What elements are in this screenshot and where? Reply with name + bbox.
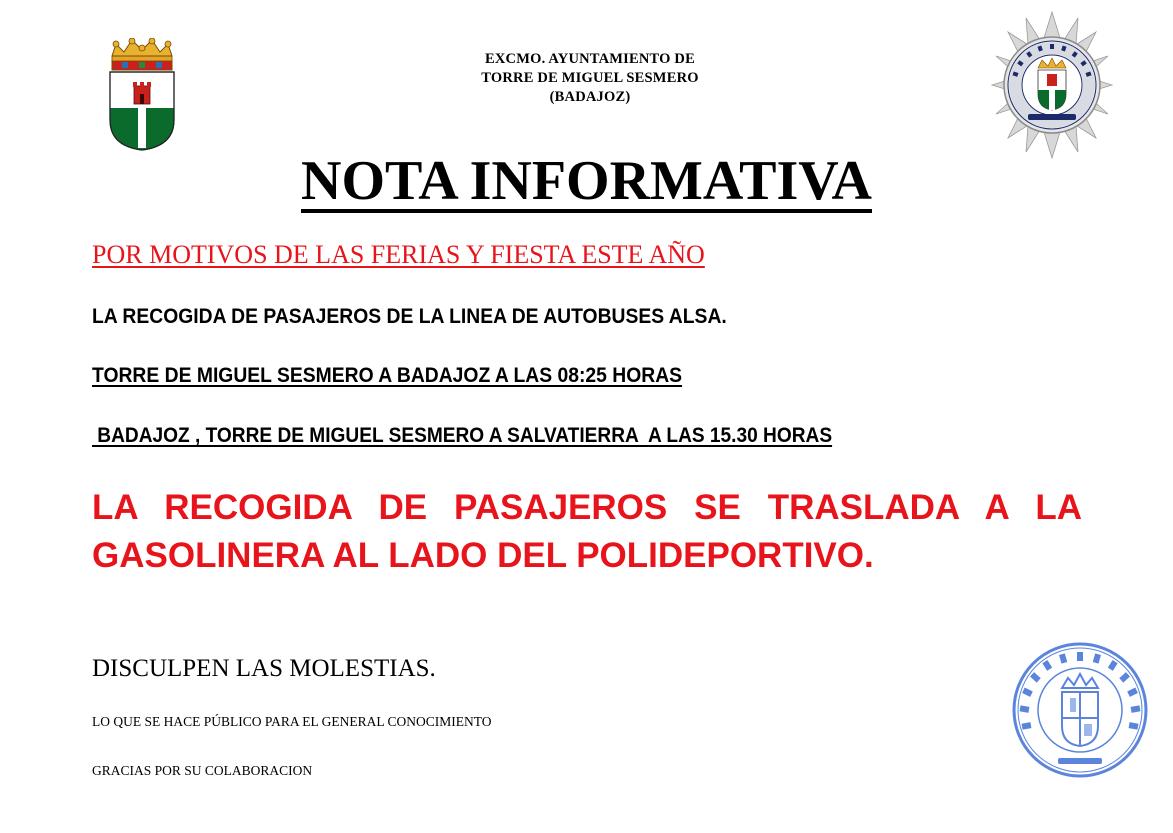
page-title	[200, 150, 973, 213]
crown-icon	[112, 38, 172, 70]
star-badge-icon	[992, 12, 1112, 158]
stamp-seal-icon	[1014, 644, 1146, 776]
public-notice-text: LO QUE SE HACE PÚBLICO PARA EL GENERAL CONOCIMIENTO	[92, 714, 492, 729]
relocation-line-2: GASOLINERA AL LADO DEL POLIDEPORTIVO.	[92, 536, 874, 575]
header-line-2: TORRE DE MIGUEL SESMERO	[481, 70, 699, 86]
notice-route-morning: TORRE DE MIGUEL SESMERO A BADAJOZ A LAS 08:25 HORAS	[92, 364, 683, 387]
thanks-text: GRACIAS POR SU COLABORACION	[92, 763, 313, 778]
municipality-header	[420, 50, 760, 107]
official-stamp	[1010, 640, 1150, 780]
title-text: NOTA INFORMATIVA	[301, 150, 872, 212]
notice-reason: POR MOTIVOS DE LAS FERIAS Y FIESTA ESTE AÑO	[92, 240, 705, 269]
notice-pickup: LA RECOGIDA DE PASAJEROS DE LA LINEA DE AUTOBUSES ALSA.	[92, 305, 727, 328]
police-badge	[990, 10, 1114, 160]
notice-route-afternoon: BADAJOZ , TORRE DE MIGUEL SESMERO A SALVATIERRA A LAS 15.30 HORAS	[92, 424, 833, 447]
town-coat-of-arms	[104, 38, 180, 152]
relocation-line-1: LA RECOGIDA DE PASAJEROS SE TRASLADA A LA	[92, 488, 1082, 527]
apology-text: DISCULPEN LAS MOLESTIAS.	[92, 655, 436, 682]
header-line-1: EXCMO. AYUNTAMIENTO DE	[485, 51, 695, 67]
relocation-notice	[92, 484, 1082, 580]
header-line-3: (BADAJOZ)	[549, 89, 631, 105]
